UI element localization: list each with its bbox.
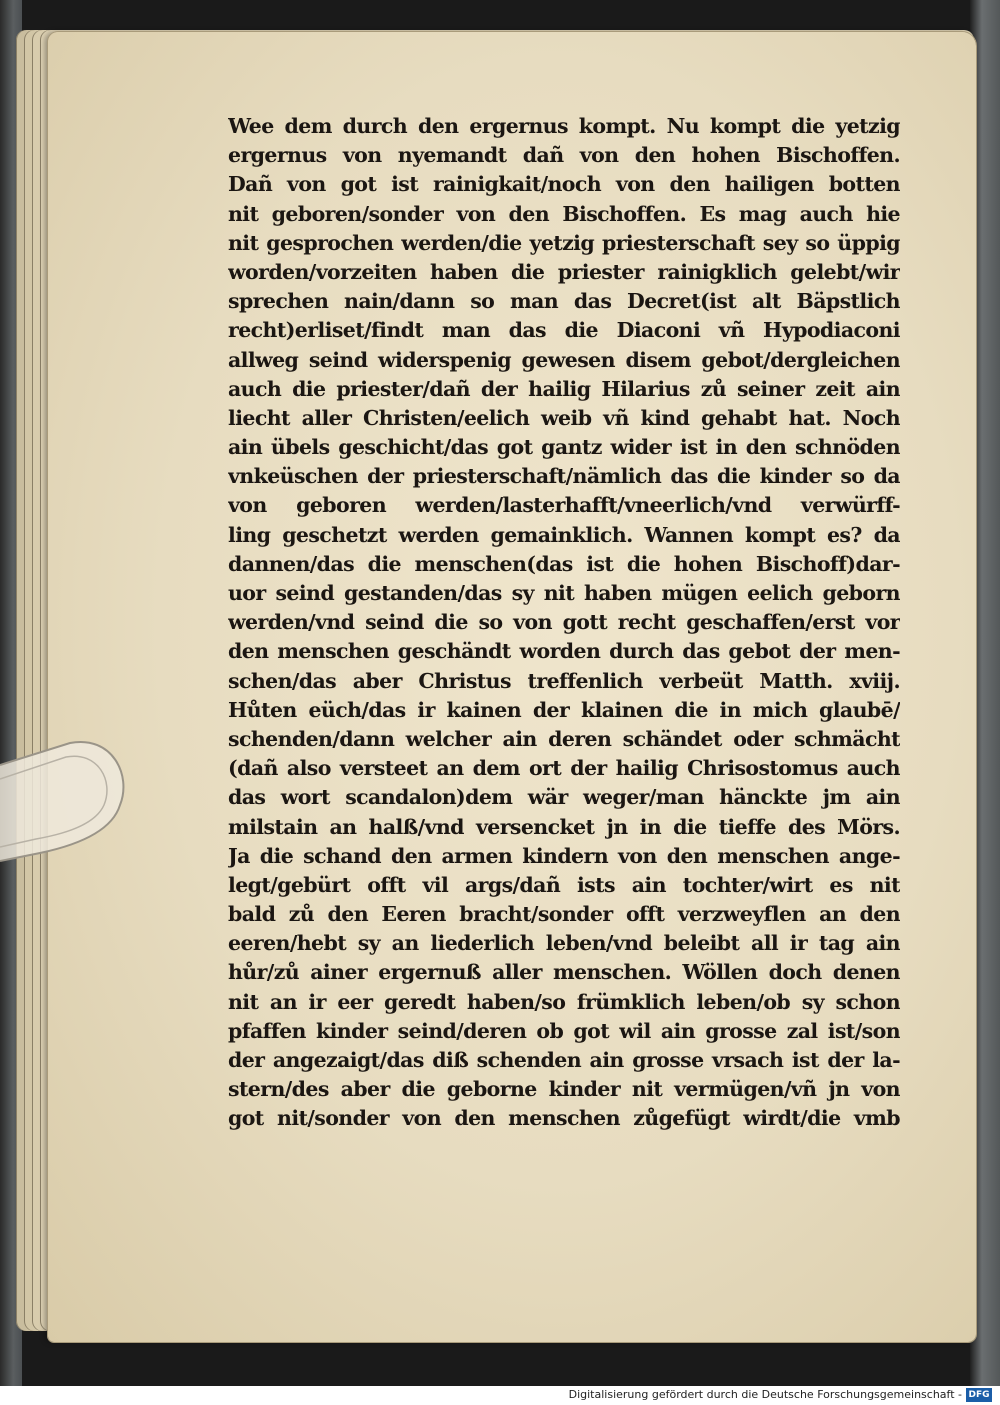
text-line: liecht aller Christen/eelich weib vñ kind gehabt hat. Noch [228,405,900,430]
text-line: (dañ also versteet an dem ort der hailig Chrisostomus auch [228,756,900,781]
text-line: uor seind gestanden/das sy nit haben mügen eelich geborn [228,581,900,605]
text-line: milstain an halß/vnd versencket jn in die tieffe des Mörs. [228,814,900,839]
text-line: ergernus von nyemandt dañ von den hohen Bischoffen. [228,143,900,168]
text-line: vnkeüschen der priesterschaft/nämlich das die kinder so da [228,464,900,489]
text-line: Ja die schand den armen kindern von den menschen ange- [228,843,900,868]
text-line: got nit/sonder von den menschen zůgefügt wirdt/die vmb [228,1106,900,1131]
footer-credit: Digitalisierung gefördert durch die Deutsche Forschungsgemeinschaft - [568,1388,962,1401]
text-line: auch die priester/dañ der hailig Hilarius zů seiner zeit ain [228,376,900,401]
text-line: hůr/zů ainer ergernuß aller menschen. Wöllen doch denen [228,960,900,985]
text-line: Dañ von got ist rainigkait/noch von den hailigen botten [228,172,900,197]
text-line: Hůten eüch/das ir kainen der klainen die in mich glaubē/ [228,697,900,722]
text-line: worden/vorzeiten haben die priester rainigklich gelebt/wir [228,259,900,284]
paperclip-icon [0,735,128,865]
text-line: sprechen nain/dann so man das Decret(ist alt Bäpstlich [228,289,900,314]
text-line: allweg seind widerspenig gewesen disem gebot/dergleichen [228,347,900,372]
text-line: von geboren werden/lasterhafft/vneerlich/vnd verwürff- [228,493,900,518]
text-line: schenden/dann welcher ain deren schändet oder schmächt [228,726,900,751]
text-line: den menschen geschändt worden durch das gebot der men- [228,639,900,664]
text-line: ling geschetzt werden gemainklich. Wannen kompt es? da [228,522,900,547]
text-line: Wee dem durch den ergernus kompt. Nu kompt die yetzig [228,114,900,138]
text-line: der angezaigt/das diß schenden ain grosse vrsach ist der la- [228,1048,900,1072]
text-line: dannen/das die menschen(das ist die hohen Bischoff)dar- [228,551,900,576]
text-line: schen/das aber Christus treffenlich verbeüt Matth. xviij. [228,668,900,693]
footer-bar [0,1386,1000,1405]
dfg-logo: DFG [966,1388,992,1402]
text-line: stern/des aber die geborne kinder nit vermügen/vñ jn von [228,1077,900,1102]
page-text [228,112,900,1134]
text-line: recht)erliset/findt man das die Diaconi vñ Hypodiaconi [228,318,900,343]
text-line: ain übels geschicht/das got gantz wider ist in den schnöden [228,435,900,460]
text-line: pfaffen kinder seind/deren ob got wil ain grosse zal ist/son [228,1018,900,1043]
text-line: nit geboren/sonder von den Bischoffen. Es mag auch hie [228,201,900,226]
text-line: bald zů den Eeren bracht/sonder offt verzweyflen an den [228,902,900,927]
text-line: werden/vnd seind die so von gott recht geschaffen/erst vor [228,610,900,635]
text-line: eeren/hebt sy an liederlich leben/vnd beleibt all ir tag ain [228,931,900,956]
text-line: nit gesprochen werden/die yetzig priesterschaft sey so üppig [228,230,900,255]
text-line: das wort scandalon)dem wär weger/man hänckte jm ain [228,785,900,810]
text-line: legt/gebürt offt vil args/dañ ists ain tochter/wirt es nit [228,872,900,897]
text-line: nit an ir eer geredt haben/so frümklich leben/ob sy schon [228,989,900,1014]
